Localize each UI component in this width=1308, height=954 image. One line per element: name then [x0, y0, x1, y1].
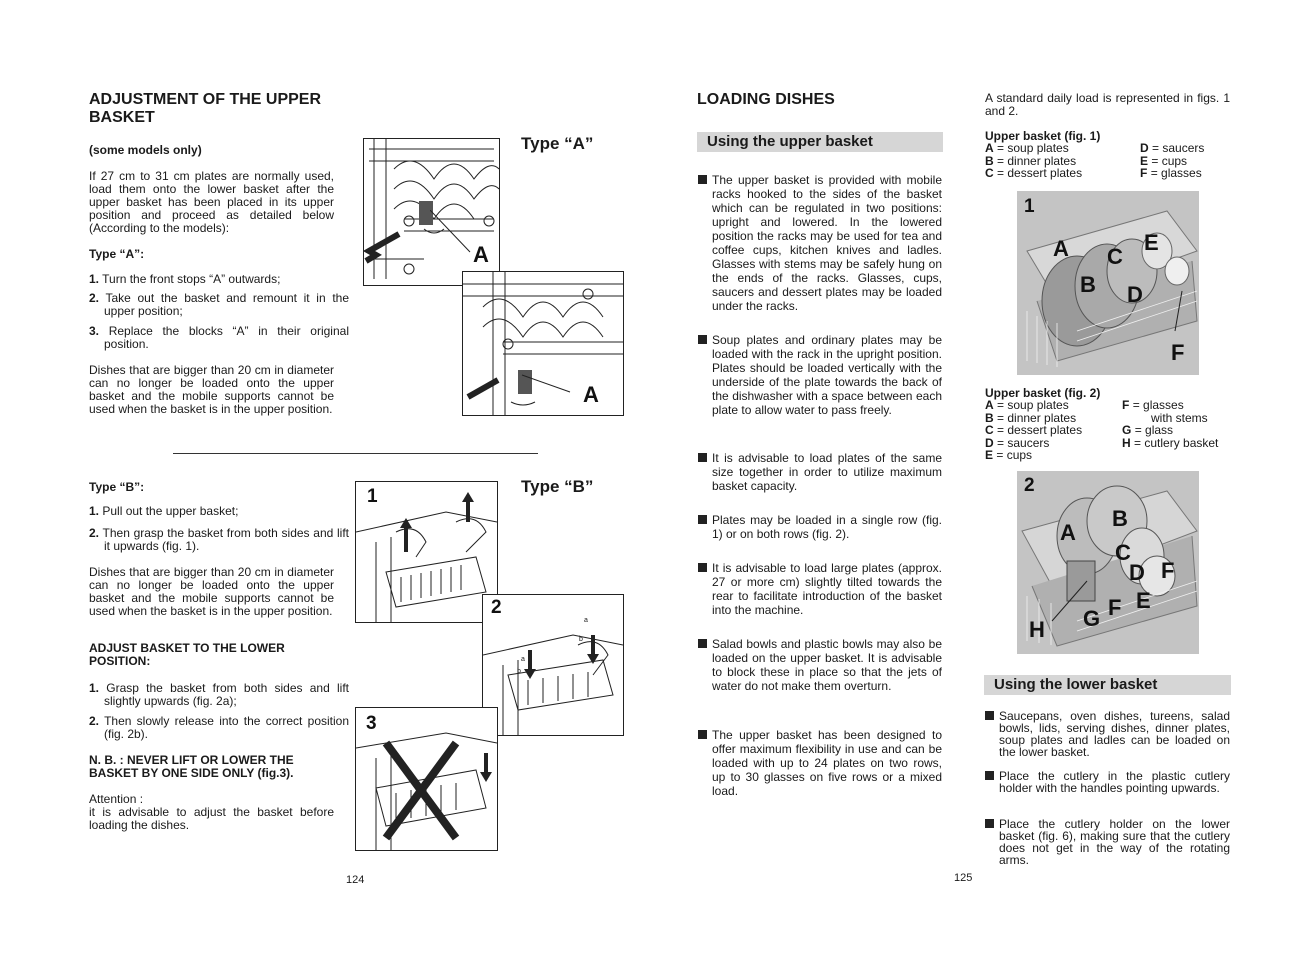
fig2-legend-left: A = soup plates B = dinner plates C = dessert plates D = saucers E = cups: [985, 398, 1083, 462]
fig1-heading: Upper basket (fig. 1): [985, 129, 1101, 143]
fig2-mark-a2: a: [521, 656, 525, 663]
fig2-letter-G: G: [1083, 606, 1101, 631]
fig1-letter-C: C: [1107, 244, 1123, 269]
typeB-heading: Type “B”:: [89, 480, 145, 494]
fig1-letter-E: E: [1144, 230, 1159, 255]
attention-label: Attention :: [89, 792, 144, 806]
fig2-mark-b2: b: [517, 668, 521, 675]
page-title-adjustment: ADJUSTMENT OF THE UPPER BASKET: [89, 91, 322, 126]
intro-paragraph: If 27 cm to 31 cm plates are normally used, load them onto the lower basket after the upper basket has been placed in its upper position and proceed as detailed below (According to the models):: [89, 169, 334, 235]
fig2-heading: Upper basket (fig. 2): [985, 386, 1101, 400]
typeA-label: Type “A”: [521, 134, 594, 153]
fig2-letter-D: D: [1129, 560, 1145, 585]
fig2-letter-F-left: F: [1108, 595, 1122, 620]
page-title-loading: LOADING DISHES: [697, 91, 835, 108]
upper-bullet-6: Salad bowls and plastic bowls may also be loaded on the upper basket. It is advisable to block these in place so that the jets of water do not make them overturn.: [698, 637, 942, 693]
upper-bullet-5: It is advisable to load large plates (approx. 27 or more cm) slightly tilted towards the rear to facilitate introduction of the basket into the machine.: [698, 561, 942, 617]
attention-text: it is advisable to adjust the basket before loading the dishes.: [89, 805, 334, 832]
upper-bullet-2: Soup plates and ordinary plates may be loaded with the rack in the upright position. Plates should be loaded vertically with the underside of the plate towards the back of the dishwasher with a space between each plate to allow water to pass freely.: [698, 333, 942, 417]
subtitle-models: (some models only): [89, 143, 202, 157]
fig1-legend-left: A = soup plates B = dinner plates C = dessert plates: [985, 141, 1083, 180]
lower-bullet-2: Place the cutlery in the plastic cutlery holder with the handles pointing upwards.: [985, 770, 1230, 794]
upper-bullet-4: Plates may be loaded in a single row (fig. 1) or on both rows (fig. 2).: [698, 513, 942, 541]
typeB-step-2: 2. Then grasp the basket from both sides and lift it upwards (fig. 1).: [89, 526, 349, 553]
fig2-letter-B: B: [1112, 506, 1128, 531]
lower-bullet-1: Saucepans, oven dishes, tureens, salad bowls, lids, serving dishes, dinner plates, soup plates and ladles can be loaded on the lower basket.: [985, 710, 1230, 758]
upper-bullet-7: The upper basket has been designed to offer maximum flexibility in use and can be loaded with up to 24 plates on two rows, up to 30 glasses on five rows or a mixed load.: [698, 728, 942, 798]
nb-warning: N. B. : NEVER LIFT OR LOWER THE BASKET BY ONE SIDE ONLY (fig.3).: [89, 753, 294, 780]
adjust-heading: ADJUST BASKET TO THE LOWER POSITION:: [89, 641, 285, 668]
typeA-step-2: 2. Take out the basket and remount it in the upper position;: [89, 291, 349, 318]
upper-bullet-3: It is advisable to load plates of the same size together in order to utilize maximum basket capacity.: [698, 451, 942, 493]
fig2-letter-F-right: F: [1161, 558, 1175, 583]
section-upper-basket: Using the upper basket: [697, 132, 943, 152]
figB-num-1: 1: [367, 486, 378, 507]
typeA-heading: Type “A”:: [89, 247, 145, 261]
figB-num-3: 3: [366, 713, 377, 734]
typeA-step-1: 1. Turn the front stops “A” outwards;: [89, 272, 281, 286]
fig1-letter-F: F: [1171, 340, 1185, 365]
adjust-step-1: 1. Grasp the basket from both sides and lift slightly upwards (fig. 2a);: [89, 681, 349, 708]
figA-letter-1: A: [473, 242, 489, 267]
figB-2-illustration: [482, 594, 624, 736]
typeB-note: Dishes that are bigger than 20 cm in diameter can no longer be loaded onto the upper basket and the mobile supports cannot be used when the basket is in the upper position.: [89, 565, 334, 618]
fig1-legend-right: D = saucers E = cups F = glasses: [1140, 141, 1205, 180]
figB-num-2: 2: [491, 597, 502, 618]
fig2-legend-right: F = glasses with stems G = glass H = cutlery basket: [1122, 398, 1219, 450]
typeB-step-1: 1. Pull out the upper basket;: [89, 504, 239, 518]
fig2-num: 2: [1024, 475, 1035, 496]
fig1-letter-D: D: [1127, 282, 1143, 307]
fig2-letter-H: H: [1029, 617, 1045, 642]
typeA-step-3: 3. Replace the blocks “A” in their original position.: [89, 324, 349, 351]
page-number-right: 125: [954, 872, 973, 884]
fig2-letter-E: E: [1136, 588, 1151, 613]
fig1-letter-A: A: [1053, 236, 1069, 261]
typeA-note: Dishes that are bigger than 20 cm in diameter can no longer be loaded onto the upper basket and the mobile supports cannot be used when the basket is in the upper position.: [89, 363, 334, 416]
daily-load-intro: A standard daily load is represented in figs. 1 and 2.: [985, 91, 1230, 118]
fig1-letter-B: B: [1080, 272, 1096, 297]
section-lower-basket: Using the lower basket: [984, 675, 1231, 695]
page-number-left: 124: [346, 874, 365, 886]
adjust-step-2: 2. Then slowly release into the correct position (fig. 2b).: [89, 714, 350, 741]
figA-leader-lines: [430, 210, 610, 410]
fig2-letter-A: A: [1060, 520, 1076, 545]
fig2-mark-a1: a: [584, 617, 588, 624]
fig1-num: 1: [1024, 196, 1035, 217]
lower-bullet-3: Place the cutlery holder on the lower basket (fig. 6), making sure that the cutlery does not get in the way of the rotating arms.: [985, 818, 1230, 866]
figA-letter-2: A: [583, 382, 599, 407]
fig2-mark-b1: b: [579, 636, 583, 643]
divider: [173, 453, 538, 454]
upper-bullet-1: The upper basket is provided with mobile racks hooked to the sides of the basket which can be regulated in two positions: upright and lowered. In the lowered position the racks may be used for tea and coffee cups, kitchen knives and ladles. Glasses with stems may be safely hung on the ends of the racks. Glasses, cups, saucers and dessert plates may be loaded under the racks.: [698, 173, 942, 313]
typeB-label: Type “B”: [521, 477, 594, 496]
fig2-letter-C: C: [1115, 540, 1131, 565]
